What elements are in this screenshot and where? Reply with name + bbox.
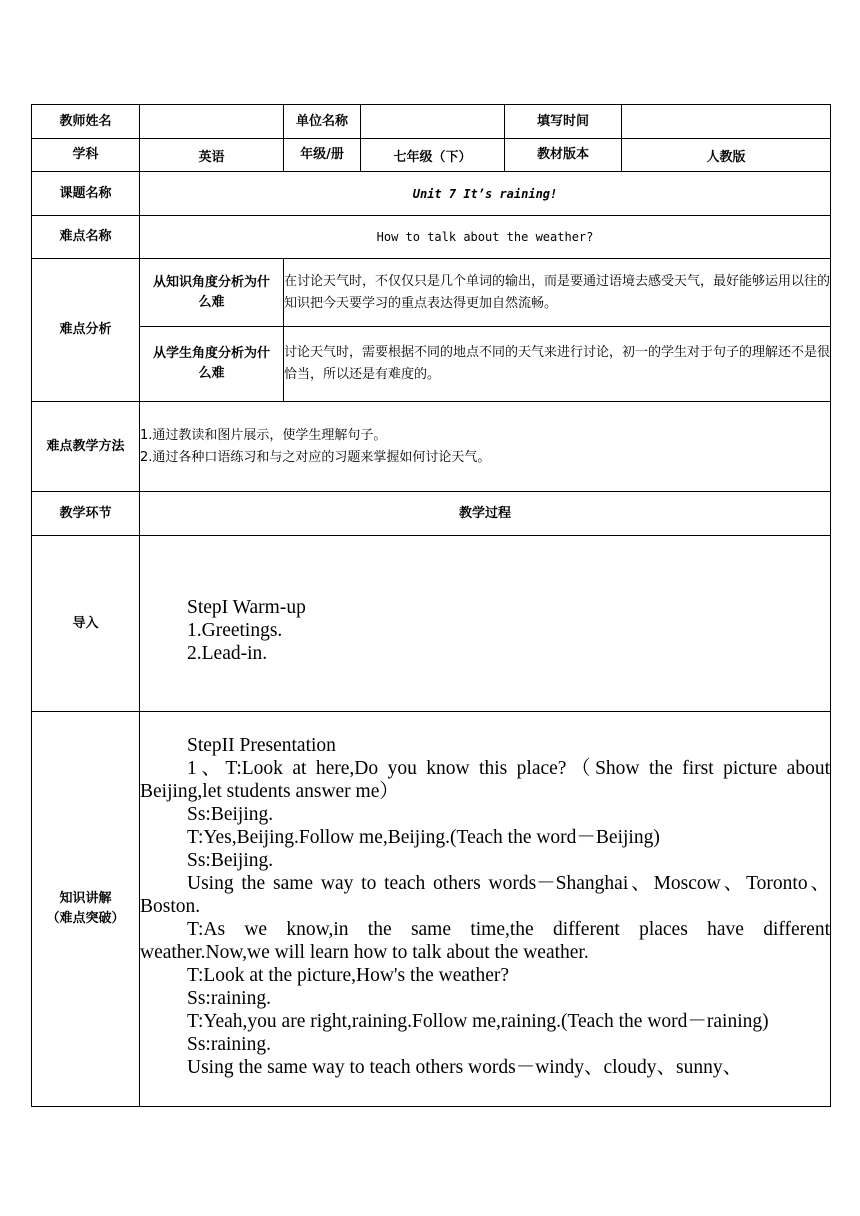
difficulty-row (32, 216, 831, 259)
topic-label: 课题名称 (32, 172, 140, 216)
knowledge-content (140, 712, 831, 1107)
presentation-paragraph: T:As we know,in the same time,the different places have different weather.Now,we will learn how to talk about the weather. (140, 919, 830, 963)
presentation-paragraph: Using the same way to teach others words－windy、cloudy、sunny、 (187, 1057, 743, 1078)
knowledge-label (32, 712, 140, 1107)
grade-value: 七年级（下） (361, 139, 505, 172)
presentation-paragraph: Ss:raining. (187, 988, 271, 1009)
knowledge-label-line-2: （难点突破） (46, 911, 125, 926)
warmup-line-greetings: 1.Greetings. (187, 620, 283, 641)
knowledge-angle-text: 在讨论天气时，不仅仅只是几个单词的输出，而是要通过语境去感受天气，最好能够运用以往的知识把今天要学习的重点表达得更加自然流畅。 (284, 259, 831, 327)
subject-label: 学科 (32, 139, 140, 172)
teacher-name-value (140, 105, 284, 139)
knowledge-angle-label: 从知识角度分析为什么难 (140, 259, 284, 327)
presentation-paragraph: Ss:Beijing. (187, 850, 274, 871)
fill-time-label: 填写时间 (505, 105, 622, 139)
difficulty-value: How to talk about the weather? (140, 216, 831, 259)
presentation-paragraph: T:Look at the picture,How's the weather? (187, 965, 510, 986)
process-header-label: 教学过程 (140, 492, 831, 536)
grade-label: 年级/册 (284, 139, 361, 172)
unit-name-value (361, 105, 505, 139)
topic-row (32, 172, 831, 216)
intro-label: 导入 (32, 536, 140, 712)
info-row-1 (32, 105, 831, 139)
method-label: 难点教学方法 (32, 402, 140, 492)
analysis-row-student (32, 327, 831, 402)
presentation-paragraph: T:Yes,Beijing.Follow me,Beijing.(Teach the word－Beijing) (187, 827, 660, 848)
method-line-1: 1.通过教读和图片展示，使学生理解句子。 (140, 427, 387, 443)
knowledge-label-line-1: 知识讲解 (59, 891, 112, 906)
warmup-line-leadin: 2.Lead-in. (187, 643, 268, 664)
teacher-name-label: 教师姓名 (32, 105, 140, 139)
analysis-row-knowledge (32, 259, 831, 327)
info-row-2 (32, 139, 831, 172)
presentation-paragraph: T:Yeah,you are right,raining.Follow me,raining.(Teach the word－raining) (187, 1011, 769, 1032)
fill-time-value (622, 105, 831, 139)
warmup-step-title: StepI Warm-up (187, 597, 306, 618)
process-header-row (32, 492, 831, 536)
intro-content (140, 536, 831, 712)
topic-value: Unit 7 It’s raining! (140, 172, 831, 216)
lesson-plan-table (31, 104, 831, 1107)
edition-value: 人教版 (622, 139, 831, 172)
subject-value: 英语 (140, 139, 284, 172)
knowledge-row (32, 712, 831, 1107)
presentation-paragraph: StepII Presentation (187, 735, 336, 756)
method-text (140, 402, 831, 492)
unit-name-label: 单位名称 (284, 105, 361, 139)
intro-row (32, 536, 831, 712)
presentation-paragraph: Ss:raining. (187, 1034, 271, 1055)
analysis-label: 难点分析 (32, 259, 140, 402)
presentation-paragraph: 1、T:Look at here,Do you know this place?（Show the first picture about Beijing,let students answer me） (140, 758, 830, 802)
method-row (32, 402, 831, 492)
presentation-paragraph: Using the same way to teach others words－Shanghai、Moscow、Toronto、Boston. (140, 873, 830, 917)
edition-label: 教材版本 (505, 139, 622, 172)
difficulty-label: 难点名称 (32, 216, 140, 259)
stage-header-label: 教学环节 (32, 492, 140, 536)
student-angle-label: 从学生角度分析为什么难 (140, 327, 284, 402)
presentation-paragraph: Ss:Beijing. (187, 804, 274, 825)
student-angle-text: 讨论天气时，需要根据不同的地点不同的天气来进行讨论，初一的学生对于句子的理解还不是很恰当，所以还是有难度的。 (284, 327, 831, 402)
method-line-2: 2.通过各种口语练习和与之对应的习题来掌握如何讨论天气。 (140, 449, 491, 465)
